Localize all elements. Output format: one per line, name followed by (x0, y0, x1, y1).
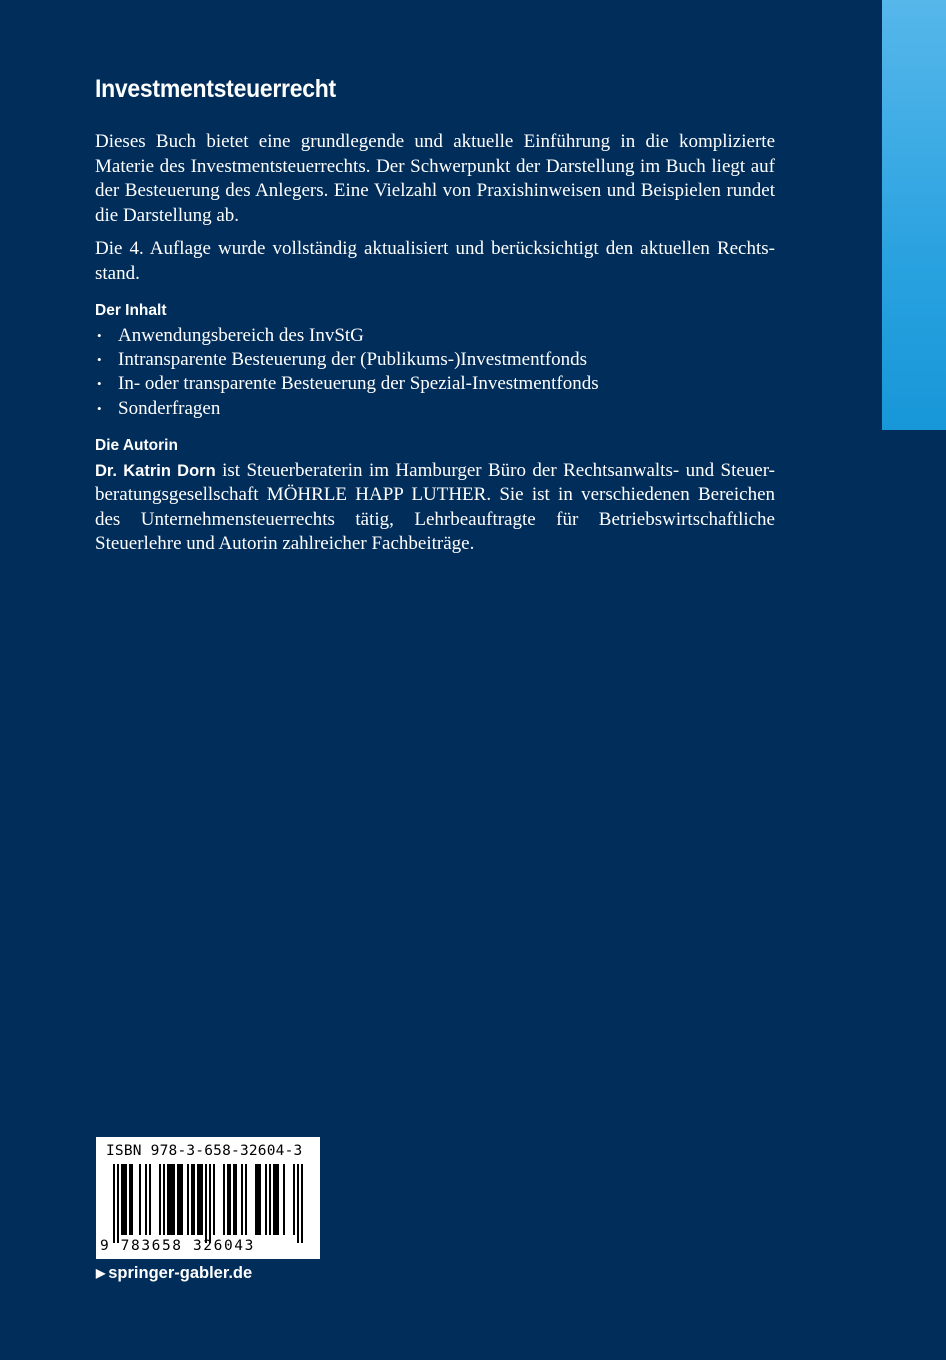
contents-heading: Der Inhalt (95, 302, 167, 319)
barcode-bar (177, 1164, 179, 1235)
barcode-bar (129, 1164, 131, 1235)
barcode-bar (301, 1164, 303, 1243)
barcode-bar (187, 1164, 189, 1235)
accent-bar (882, 0, 946, 430)
isbn-barcode (96, 1137, 320, 1259)
book-title: Investmentsteuerrecht (95, 75, 336, 103)
triangle-right-icon: ▶ (96, 1266, 106, 1280)
edition-paragraph: Die 4. Auflage wurde vollständig aktualisiert und berücksichtigt den aktuellen Rechts-stand. (95, 238, 775, 284)
barcode-bar (131, 1164, 133, 1235)
author-paragraph (95, 459, 775, 557)
barcode-bar (229, 1164, 231, 1235)
barcode-bar (257, 1164, 259, 1235)
isbn-label: ISBN 978-3-658-32604-3 (106, 1143, 303, 1159)
barcode-bar (273, 1164, 275, 1235)
ean-digits: 9 783658 326043 (100, 1238, 255, 1254)
barcode-bar (159, 1164, 161, 1235)
contents-list (95, 324, 775, 421)
barcode-bar (205, 1164, 207, 1243)
barcode-bar (259, 1164, 261, 1235)
barcode-bar (173, 1164, 175, 1235)
barcode-bar (145, 1164, 147, 1235)
barcode-bar (223, 1164, 225, 1235)
intro-paragraph: Dieses Buch bietet eine grundlegende und aktuelle Einführung in die komplizierte Materie des Investmentsteuerrechts. Der Schwerpunkt der Darstellung im Buch liegt auf der Besteuerung des Anlegers. Eine Vielzahl von Praxishinweisen und Beispielen rundet die Darstellung ab. (95, 131, 775, 226)
barcode-bar (227, 1164, 229, 1235)
barcode-bar (265, 1164, 267, 1235)
bullet-icon: • (97, 376, 102, 392)
barcode-bar (197, 1164, 199, 1235)
barcode-bar (245, 1164, 247, 1235)
barcode-bar (201, 1164, 203, 1235)
bullet-icon: • (97, 352, 102, 368)
barcode-bar (199, 1164, 201, 1235)
barcode-bar (293, 1164, 295, 1235)
author-bio: ist Steuerberaterin im Hamburger Büro der Rechtsanwalts- und Steuer-beratungsgesellschaft MÖHRLE HAPP LUTHER. Sie ist in verschiedenen Bereichen des Unternehmensteuerrechts tätig, Lehrbeauftragte für Betriebswirtschaftliche Steuerlehre und Autorin zahlreicher Fachbeiträge. (95, 459, 775, 555)
barcode-bar (163, 1164, 165, 1235)
barcode-bar (171, 1164, 173, 1235)
author-name: Dr. Katrin Dorn (95, 461, 216, 480)
list-item-text: Intransparente Besteuerung der (Publikums-)Investmentfonds (118, 349, 588, 371)
barcode-bar (149, 1164, 151, 1235)
barcode-bar (269, 1164, 271, 1235)
barcode-bar (123, 1164, 125, 1235)
barcode-bar (179, 1164, 181, 1235)
bullet-icon: • (97, 400, 102, 416)
barcode-bar (275, 1164, 277, 1235)
barcode-bar (125, 1164, 127, 1235)
barcode-bar (193, 1164, 195, 1235)
barcode-bar (255, 1164, 257, 1235)
author-heading: Die Autorin (95, 436, 178, 454)
list-item-text: Sonderfragen (118, 397, 221, 419)
list-item (95, 372, 775, 396)
list-item-text: In- oder transparente Besteuerung der Spezial-Investmentfonds (118, 373, 599, 395)
barcode-bar (283, 1164, 285, 1235)
bullet-icon: • (97, 328, 102, 343)
barcode-bar (181, 1164, 183, 1235)
barcode-bar (209, 1164, 211, 1243)
cover-text (95, 72, 775, 557)
barcode-bar (139, 1164, 141, 1235)
barcode-bar (117, 1164, 119, 1243)
barcode-bar (235, 1164, 237, 1235)
website-text: springer-gabler.de (108, 1264, 253, 1282)
barcode-bar (297, 1164, 299, 1243)
barcode-bar (233, 1164, 235, 1235)
barcode-bar (277, 1164, 279, 1235)
barcode-bar (191, 1164, 193, 1235)
list-item (95, 397, 775, 421)
website-link[interactable] (96, 1264, 252, 1283)
barcode-bar (167, 1164, 169, 1235)
list-item-text: Anwendungsbereich des InvStG (118, 325, 364, 346)
barcode-bar (121, 1164, 123, 1235)
barcode-bar (169, 1164, 171, 1235)
list-item (95, 324, 775, 348)
barcode-bar (213, 1164, 215, 1235)
barcode-bar (113, 1164, 115, 1243)
list-item (95, 348, 775, 372)
barcode-bar (241, 1164, 243, 1235)
